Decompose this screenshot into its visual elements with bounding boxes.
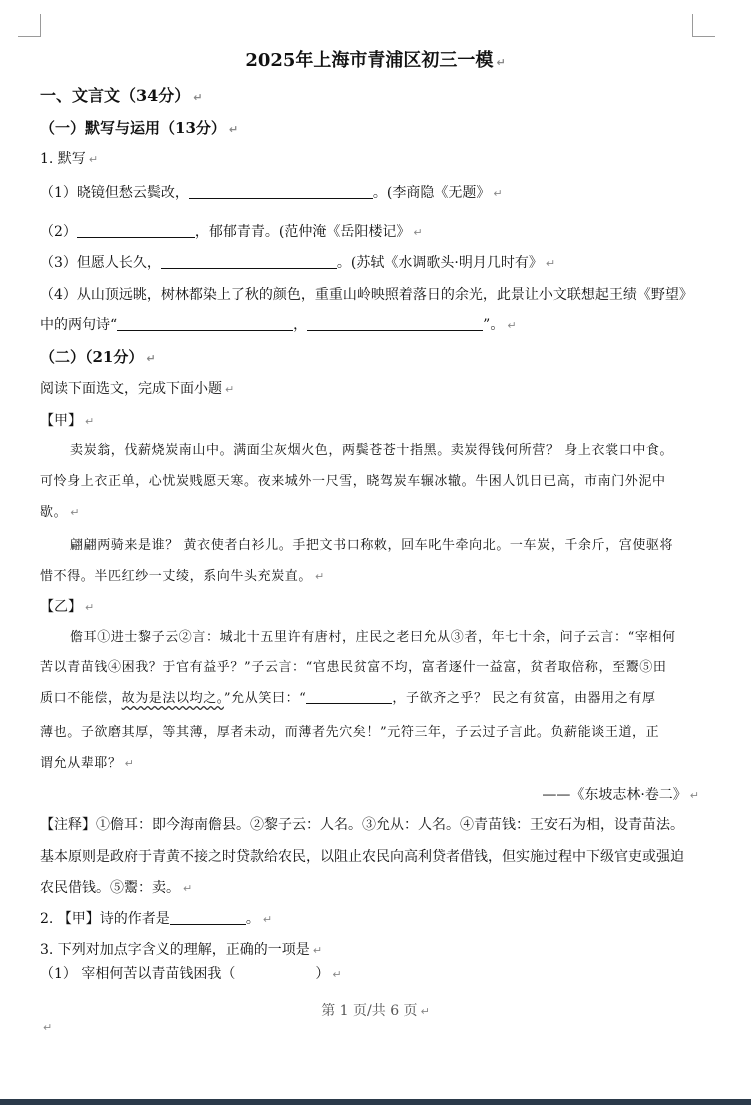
answer-blank[interactable] bbox=[189, 184, 373, 199]
question-2: 2. 【甲】诗的作者是 。 ↵ bbox=[40, 911, 273, 927]
question-1-4-line-2: 中的两句诗“ ， ”。 ↵ bbox=[40, 317, 517, 333]
question-1-3: （3）但愿人长久， 。(苏轼《水调歌头·明月几时有》 ↵ bbox=[40, 255, 556, 271]
passage-jia-line: 卖炭翁，伐薪烧炭南山中。满面尘灰烟火色，两鬓苍苍十指黑。卖炭得钱何所营？ 身上衣裳口中食。 bbox=[70, 443, 674, 458]
passage-yi-line: 薄也。子欲磨其厚，等其薄，厚者未动，而薄者先穴矣！”元符三年，子云过子言此。负薪能谈王道，正 bbox=[40, 725, 660, 740]
passage-jia-label: 【甲】 ↵ bbox=[40, 413, 95, 429]
annotation-line: 【注释】①儋耳：即今海南儋县。②黎子云：人名。③允从：人名。④青苗钱：王安石为相，设青苗法。 bbox=[40, 817, 684, 833]
answer-blank[interactable] bbox=[307, 316, 483, 331]
reading-instruction: 阅读下面选文，完成下面小题 ↵ bbox=[40, 381, 235, 397]
passage-yi-line: 谓允从辈耶？ ↵ bbox=[40, 756, 135, 771]
page-corner-top-left bbox=[18, 14, 41, 37]
question-1-2: （2） ，郁郁青青。(范仲淹《岳阳楼记》 ↵ bbox=[40, 224, 423, 240]
answer-blank[interactable] bbox=[117, 316, 293, 331]
page-title: 2025年上海市青浦区初三一模 ↵ bbox=[245, 50, 506, 71]
window-bottom-edge bbox=[0, 1099, 751, 1105]
passage-jia-line: 歇。 ↵ bbox=[40, 505, 81, 520]
question-1-label: 1. 默写 ↵ bbox=[40, 151, 99, 167]
passage-jia-line: 可怜身上衣正单，心忧炭贱愿天寒。夜来城外一尺雪，晓驾炭车辗冰辙。牛困人饥日已高，市南门外泥中 bbox=[40, 474, 666, 489]
page-corner-top-right bbox=[692, 14, 715, 37]
part-two-heading: （二）（21分） ↵ bbox=[40, 348, 156, 366]
passage-yi-line: 苦以青苗钱④困我？于官有益乎？”子云言：“官患民贫富不均，富者逐什一益富，贫者取倍称，至鬻⑤田 bbox=[40, 660, 667, 675]
annotation-line: 基本原则是政府于青黄不接之时贷款给农民，以阻止农民向高利贷者借钱，但实施过程中下级官吏或强迫 bbox=[40, 849, 684, 865]
underlined-sentence: 故为是法以均之。 bbox=[121, 691, 224, 706]
answer-blank[interactable] bbox=[161, 254, 337, 269]
question-1-1: （1）晓镜但愁云鬓改， 。(李商隐《无题》 ↵ bbox=[40, 185, 503, 201]
passage-yi-label: 【乙】 ↵ bbox=[40, 599, 95, 615]
empty-paragraph-mark: ↵ bbox=[43, 1021, 53, 1034]
annotation-line: 农民借钱。⑤鬻：卖。 ↵ bbox=[40, 880, 193, 896]
page-footer: 第 1 页/共 6 页 ↵ bbox=[321, 1003, 430, 1019]
section-heading-classical-chinese: 一、文言文（34分） ↵ bbox=[40, 86, 203, 105]
passage-jia-line: 翩翩两骑来是谁？ 黄衣使者白衫儿。手把文书口称敕，回车叱牛牵向北。一车炭，千余斤，宫使驱将 bbox=[70, 538, 674, 553]
answer-blank[interactable] bbox=[306, 689, 392, 704]
passage-yi-line: 儋耳①进士黎子云②言：城北十五里许有唐村，庄民之老曰允从③者，年七十余，问子云言：“宰相何 bbox=[70, 630, 676, 645]
answer-blank[interactable] bbox=[77, 223, 195, 238]
part-one-heading: （一）默写与运用（13分） ↵ bbox=[40, 119, 239, 137]
answer-blank[interactable] bbox=[170, 910, 246, 925]
question-3: 3. 下列对加点字含义的理解，正确的一项是 ↵ bbox=[40, 942, 323, 958]
passage-yi-line: 质口不能偿，故为是法以均之。”允从笑曰：“ ，子欲齐之乎？ 民之有贫富，由器用之有厚 bbox=[40, 691, 656, 706]
passage-jia-line: 惜不得。半匹红纱一丈绫，系向牛头充炭直。 ↵ bbox=[40, 569, 325, 584]
question-1-4-line-1: （4）从山顶远眺，树林都染上了秋的颜色，重重山岭映照着落日的余光，此景让小文联想起王绩《野望》 bbox=[40, 287, 693, 303]
passage-source: ——《东坡志林·卷二》 ↵ bbox=[542, 787, 699, 803]
question-3-1: （1） 宰相何苦以青苗钱困我（ ） ↵ bbox=[40, 966, 342, 982]
